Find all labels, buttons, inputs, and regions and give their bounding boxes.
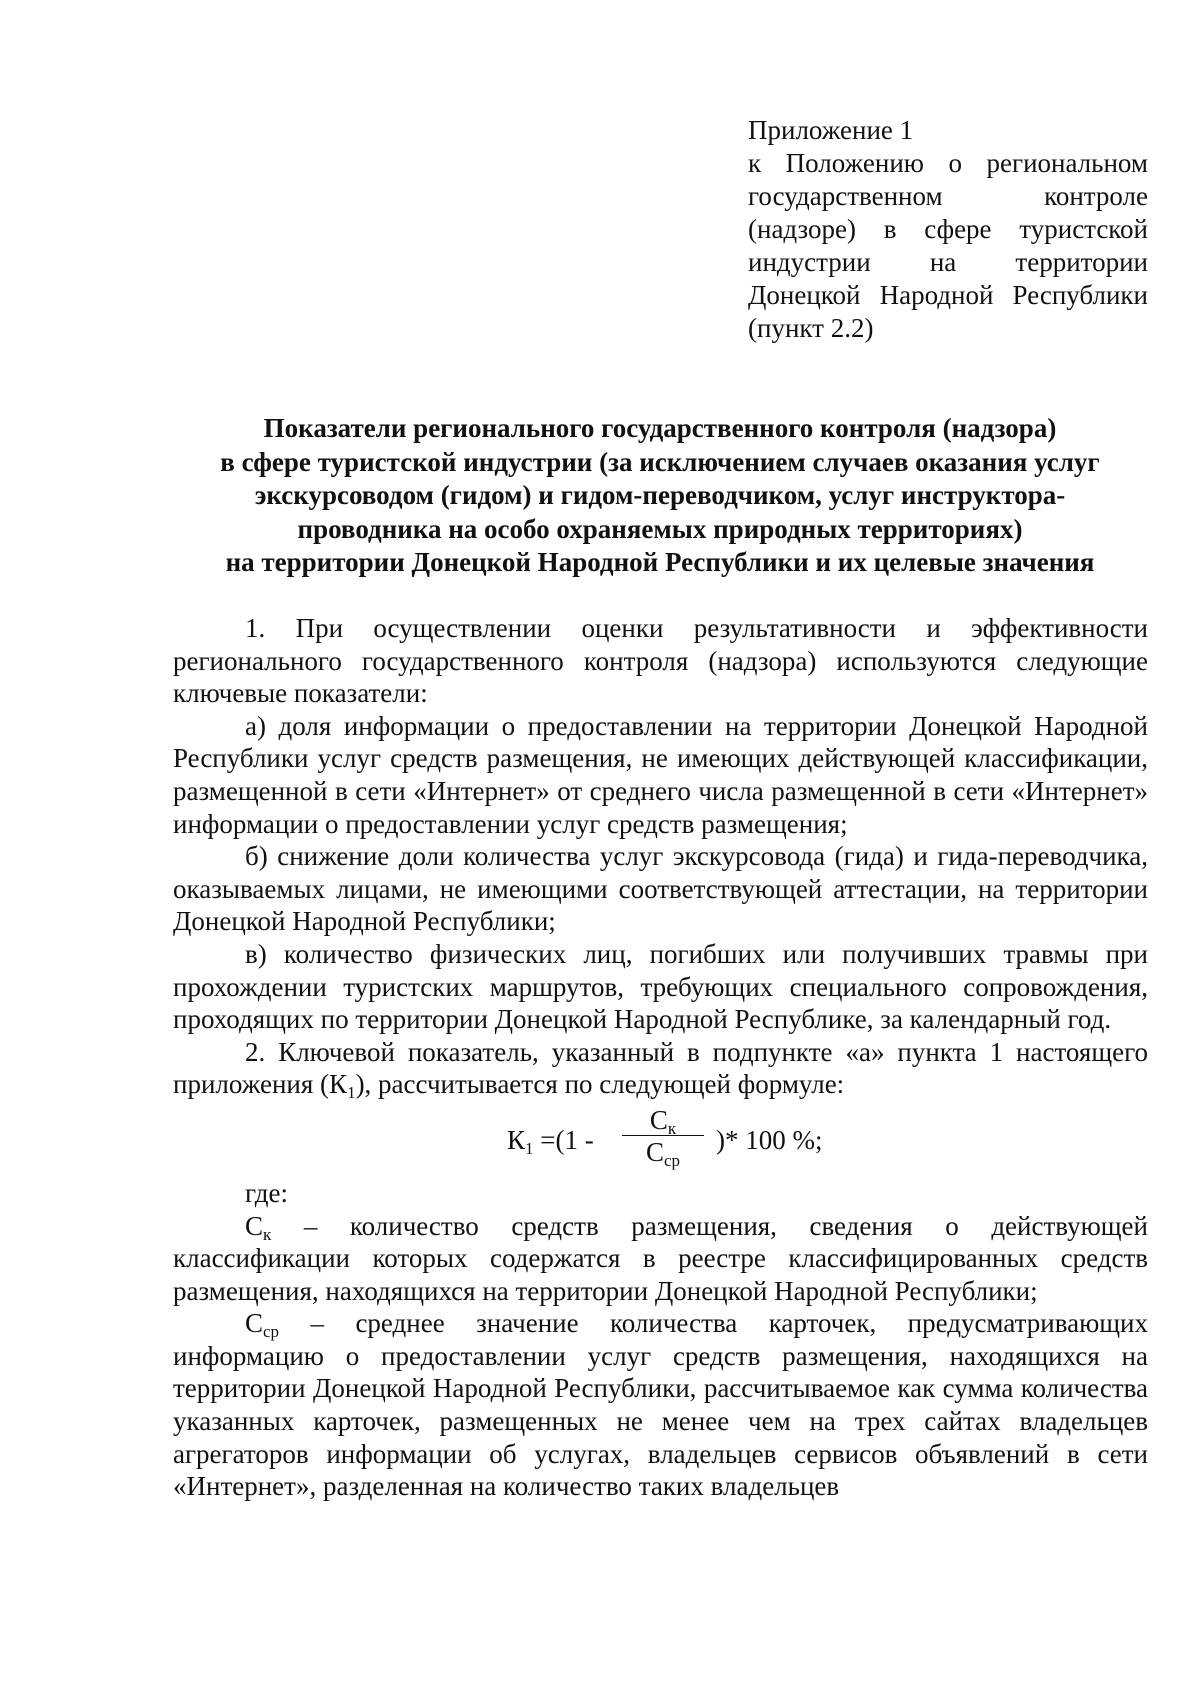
fraction-numerator [618, 1104, 708, 1138]
formula-rhs: )* 100 %; [716, 1124, 823, 1155]
appendix-line: государственном контроле [748, 181, 1148, 211]
document-body [173, 612, 1148, 1503]
title-line: в сфере туристской индустрии (за исключением случаев оказания услуг [220, 446, 1100, 477]
formula-k1 [173, 1103, 1148, 1177]
csr-definition-text: – среднее значение количества карточек, предусматривающих информацию о предоставлении услуг средств размещения, находящихся на территории Донецкой Народной Республики, рассчитываемое как сумма количества указанных карточек, размещенных не менее чем на трех сайтах владельцев агрегаторов информации об услугах, владельцев сервисов объявлений в сети «Интернет», разделенная на количество таких владельцев [173, 1308, 1148, 1502]
numerator-subscript: к [667, 1118, 677, 1138]
p2-text-start: 2. Ключевой показатель, указанный в подпункте «а» пункта 1 настоящего приложения (К [173, 1036, 1148, 1100]
appendix-line: к Положению о региональном [748, 148, 1148, 178]
appendix-line: (пункт 2.2) [748, 313, 874, 343]
title-line: проводника на особо охраняемых природных территориях) [297, 513, 1023, 544]
appendix-header [748, 114, 1148, 345]
paragraph-1: 1. При осуществлении оценки результативности и эффективности регионального государственного контроля (надзора) используются следующие ключевые показатели: [173, 613, 1148, 709]
document-title [170, 412, 1150, 580]
paragraph-2 [173, 1036, 1148, 1101]
definition-csr [173, 1307, 1148, 1503]
formula-fraction [618, 1105, 708, 1168]
ck-definition-text: – количество средств размещения, сведения о действующей классификации которых содержатся в реестре классифицированных средств размещения, находящихся на территории Донецкой Народной Республики; [173, 1210, 1148, 1306]
p2-subscript: 1 [347, 1083, 356, 1103]
appendix-line: индустрии на территории [748, 247, 1148, 277]
p2-text-end: ), рассчитывается по следующей формуле: [355, 1069, 845, 1100]
title-line: Показатели регионального государственного контроля (надзора) [263, 413, 1057, 443]
formula-k-symbol: К [507, 1124, 526, 1155]
formula-open: =(1 - [533, 1124, 594, 1155]
formula-lhs [507, 1124, 594, 1157]
csr-subscript: ср [263, 1322, 280, 1342]
definition-ck [173, 1210, 1148, 1308]
ck-subscript: к [263, 1224, 272, 1244]
formula-k-subscript: 1 [525, 1138, 534, 1158]
paragraph-a: а) доля информации о предоставлении на территории Донецкой Народной Республики услуг средств размещения, не имеющих действующей классификации, размещенной в сети «Интернет» от среднего числа размещенной в сети «Интернет» информации о предоставлении услуг средств размещения; [173, 710, 1148, 839]
appendix-line: Приложение 1 [748, 115, 914, 145]
appendix-line: Донецкой Народной Республики [748, 280, 1148, 310]
denominator-subscript: ср [663, 1150, 681, 1170]
paragraph-b: б) снижение доли количества услуг экскурсовода (гида) и гида-переводчика, оказываемых лицами, не имеющими соответствующей аттестации, на территории Донецкой Народной Республики; [173, 841, 1148, 937]
paragraph-v: в) количество физических лиц, погибших или получивших травмы при прохождении туристских маршрутов, требующих специального сопровождения, проходящих по территории Донецкой Народной Республике, за календарный год. [173, 938, 1148, 1035]
fraction-denominator [618, 1136, 708, 1168]
ck-symbol: С [245, 1210, 264, 1241]
title-line: экскурсоводом (гидом) и гидом-переводчиком, услуг инструктора- [254, 480, 1066, 510]
where-label: где: [245, 1177, 288, 1208]
csr-symbol: С [245, 1308, 264, 1339]
title-line: на территории Донецкой Народной Республики и их целевые значения [225, 547, 1095, 577]
appendix-line: (надзоре) в сфере туристской [748, 214, 1148, 244]
numerator-symbol: С [649, 1104, 668, 1135]
denominator-symbol: С [645, 1136, 664, 1167]
